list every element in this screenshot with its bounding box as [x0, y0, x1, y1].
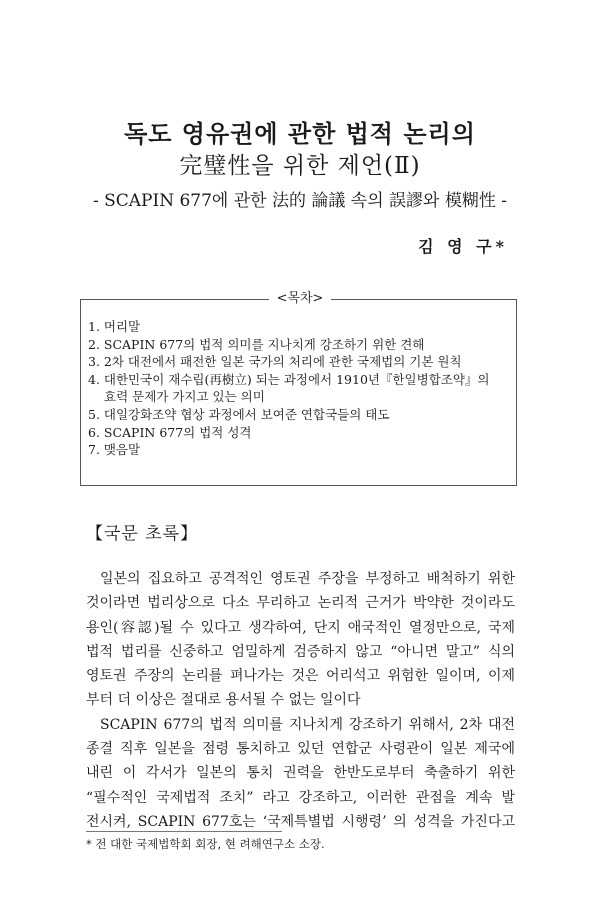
- text-line: “필수적인 국제법적 조치” 라고 강조하고, 이러한 관점을 계속 발: [86, 789, 515, 806]
- text-line: 용인(容認)될 수 있다고 생각하여, 단지 애국적인 열정만으로, 국제: [86, 619, 515, 636]
- abstract-body: [86, 567, 515, 834]
- text-line: 일본의 집요하고 공격적인 영토권 주장을 부정하고 배척하기 위한: [100, 571, 515, 587]
- toc-item-continuation: 효력 문제가 가지고 있는 의미: [104, 389, 265, 405]
- toc-item: 7. 맺음말: [88, 442, 141, 458]
- toc-label-wrapper: [0, 287, 600, 306]
- toc-label: <목차>: [269, 291, 332, 306]
- footnote-divider: [86, 831, 282, 832]
- toc-item: 6. SCAPIN 677의 법적 성격: [88, 424, 252, 440]
- abstract-heading: 【국문 초록】: [86, 524, 199, 544]
- toc-item: 5. 대일강화조약 협상 과정에서 보여준 연합국들의 태도: [88, 406, 390, 422]
- toc-list: [88, 318, 513, 459]
- footnote: * 전 대한 국제법학회 회장, 현 려해연구소 소장.: [86, 837, 325, 851]
- toc-item: 2. SCAPIN 677의 법적 의미를 지나치게 강조하기 위한 견해: [88, 336, 425, 352]
- text-line: 부터 더 이상은 절대로 용서될 수 없는 일이다: [86, 692, 361, 709]
- toc-item: 3. 2차 대전에서 패전한 일본 국가의 처리에 관한 국제법의 기본 원칙: [88, 354, 462, 370]
- abstract-paragraph-2: [86, 713, 515, 834]
- text-line: SCAPIN 677의 법적 의미를 지나치게 강조하기 위해서, 2차 대전: [100, 716, 515, 733]
- text-line: 영토권 주장의 논리를 펴나가는 것은 어리석고 위험한 일이며, 이제: [86, 668, 515, 685]
- text-line: 전시켜, SCAPIN 677호는 ‘국제특별법 시행령’ 의 성격을 가진다고: [86, 813, 515, 830]
- author-name: 김 영 구*: [418, 237, 508, 256]
- paper-title-line2: 完璧性을 위한 제언(Ⅱ): [179, 153, 421, 179]
- toc-item: 1. 머리말: [88, 319, 141, 334]
- text-line: 법적 법리를 신중하고 엄밀하게 검증하지 않고 “아니면 말고” 식의: [86, 643, 515, 660]
- paper-subtitle: - SCAPIN 677에 관한 法的 論議 속의 誤謬와 模糊性 -: [92, 191, 508, 211]
- abstract-paragraph-1: [86, 567, 515, 713]
- text-line: 내린 이 각서가 일본의 통치 권력을 한반도로부터 축출하기 위한: [86, 765, 515, 782]
- text-line: 종결 직후 일본을 점령 통치하고 있던 연합군 사령관이 일본 제국에: [86, 741, 515, 758]
- toc-item: 4. 대한민국이 재수립(再樹立) 되는 과정에서 1910년『한일병합조약』의: [88, 371, 490, 387]
- text-line: 것이라면 법리상으로 다소 무리하고 논리적 근거가 박약한 것이라도: [86, 595, 515, 612]
- paper-title-line1: 독도 영유권에 관한 법적 논리의: [124, 119, 476, 148]
